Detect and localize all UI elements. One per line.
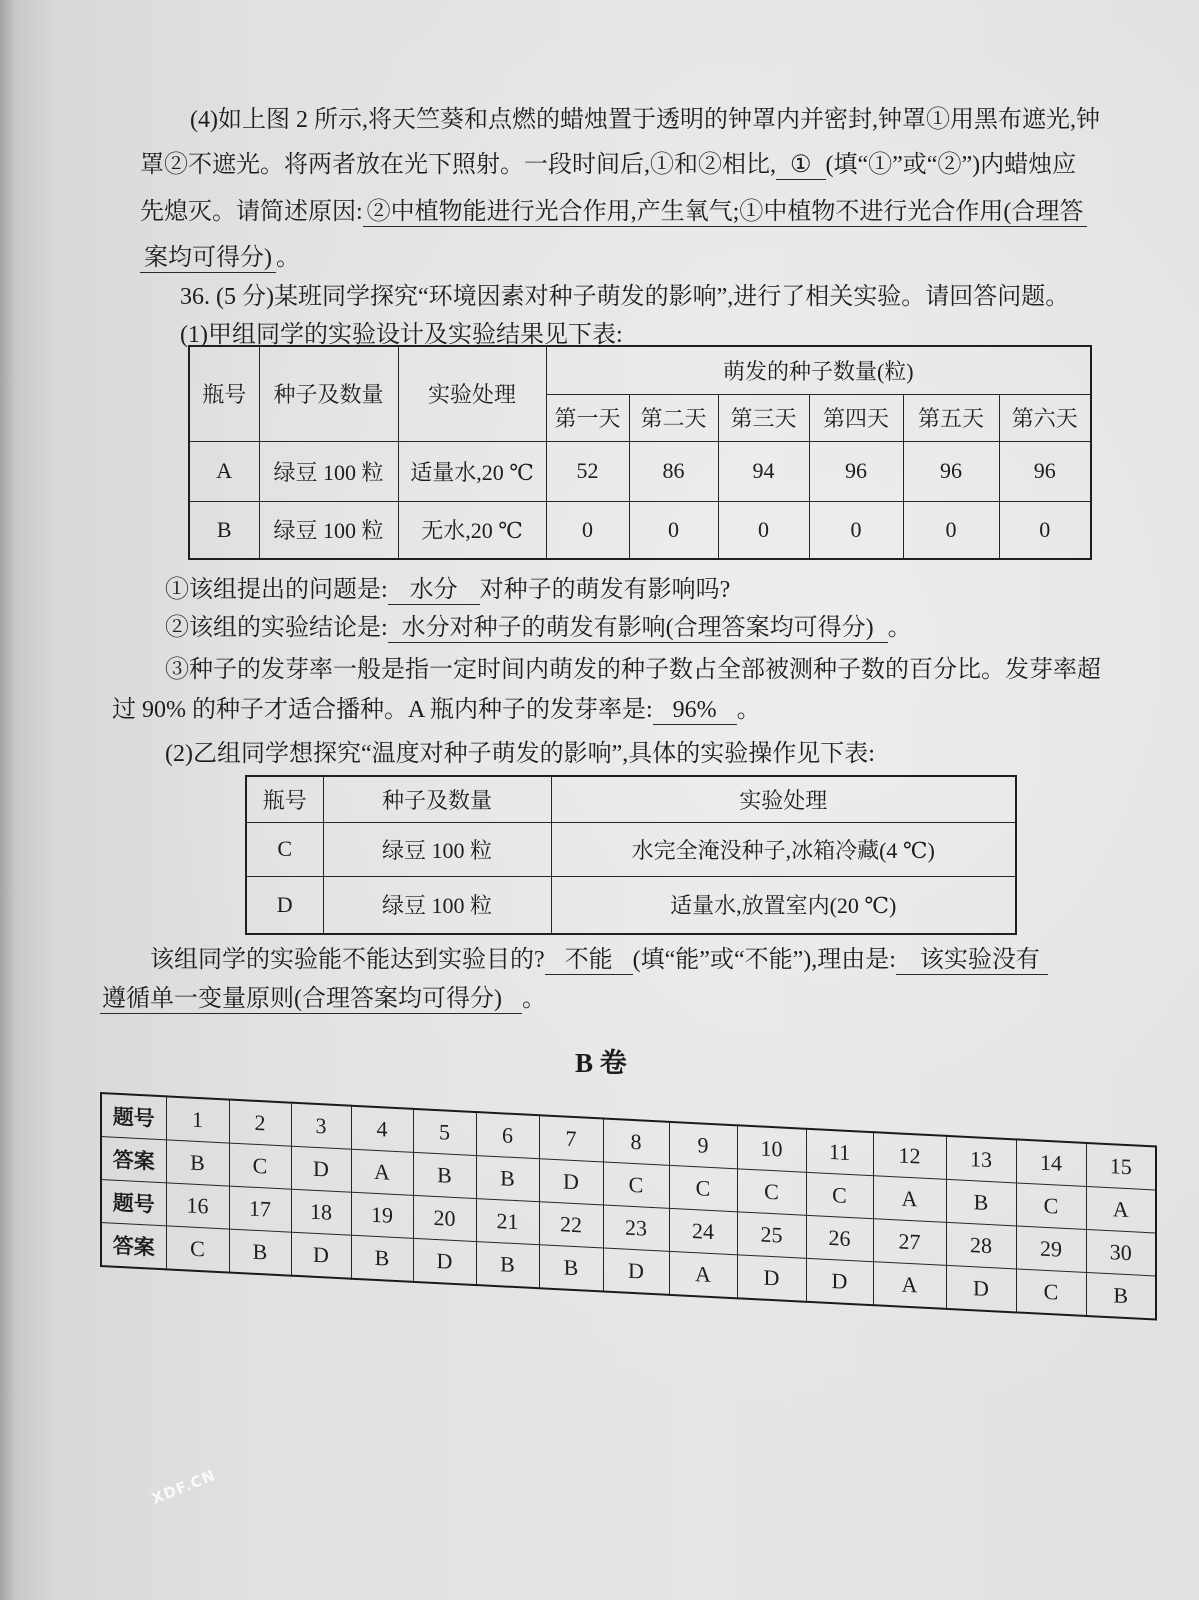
question-number: 11 <box>806 1129 873 1176</box>
question-number: 27 <box>873 1219 946 1266</box>
row-label: 题号 <box>101 1093 166 1140</box>
question-number: 17 <box>229 1186 291 1232</box>
q36-sub3-line1 <box>165 654 1101 686</box>
q36-sub2-text: ②该组的实验结论是: <box>165 615 388 641</box>
q36-part2-after: 。 <box>521 986 546 1012</box>
answer-cell: D <box>603 1248 669 1295</box>
q36-part2-reason-answer: 该实验没有 <box>896 947 1048 975</box>
row-label: 答案 <box>101 1137 166 1183</box>
answer-cell: C <box>603 1162 669 1208</box>
answer-cell: D <box>737 1255 806 1302</box>
header-bottle-number: 瓶号 <box>246 776 323 822</box>
row-label: 题号 <box>101 1180 166 1226</box>
cell-seeds: 绿豆 100 粒 <box>259 501 398 559</box>
q36-sub3-text: ③种子的发芽率一般是指一定时间内萌发的种子数占全部被测种子数的百分比。发芽率超 <box>165 657 1101 683</box>
question-number: 5 <box>413 1109 476 1156</box>
question-number: 20 <box>413 1195 476 1241</box>
cell-count: 96 <box>999 441 1091 501</box>
q36-sub3-line2 <box>112 694 761 726</box>
section-b-answer-table <box>100 1092 1157 1321</box>
q35-part4-line4 <box>140 242 300 274</box>
answer-cell: B <box>476 1242 539 1289</box>
q36-part2-answer: 不能 <box>545 947 633 975</box>
answer-cell: A <box>1086 1186 1156 1233</box>
cell-count: 0 <box>546 501 629 559</box>
question-number: 13 <box>946 1136 1016 1183</box>
q36-sub2-answer: 水分对种子的萌发有影响(合理答案均可得分) <box>388 615 888 643</box>
table-row <box>189 501 1091 559</box>
answer-cell: D <box>946 1265 1016 1312</box>
question-number: 30 <box>1086 1229 1156 1276</box>
question-number: 26 <box>806 1215 873 1261</box>
header-day: 第一天 <box>546 394 629 441</box>
table2-header-row <box>246 776 1016 822</box>
answer-cell: D <box>806 1258 873 1305</box>
q35-part4-line3 <box>140 196 1087 228</box>
q35-part4-reason-answer-cont: 案均可得分) <box>140 245 276 273</box>
table-row <box>189 441 1091 501</box>
answer-cell: B <box>946 1179 1016 1226</box>
answer-cell: B <box>351 1235 413 1282</box>
q35-part4-line2 <box>140 149 1076 181</box>
question-number: 23 <box>603 1205 669 1251</box>
cell-count: 0 <box>809 501 903 559</box>
q35-part4-text: 。 <box>276 245 300 271</box>
question-number: 12 <box>873 1132 946 1179</box>
question-number: 10 <box>737 1125 806 1172</box>
q35-part4-text: (4)如上图 2 所示,将天竺葵和点燃的蜡烛置于透明的钟罩内并密封,钟罩①用黑布遮光,钟 <box>190 107 1100 133</box>
header-seeds: 种子及数量 <box>259 346 398 441</box>
answer-cell: C <box>806 1172 873 1218</box>
cell-bottle: C <box>246 822 323 876</box>
cell-count: 0 <box>903 501 999 559</box>
answer-cell: C <box>166 1226 229 1273</box>
answer-cell: B <box>166 1140 229 1186</box>
question-number: 2 <box>229 1100 291 1147</box>
cell-treatment: 无水,20 ℃ <box>398 501 546 559</box>
question-number: 18 <box>291 1189 351 1235</box>
q36-part2-question <box>150 944 1048 976</box>
q36-sub2 <box>165 612 912 644</box>
q36-part2-intro <box>165 738 875 770</box>
question-number: 9 <box>669 1122 737 1169</box>
question-number: 22 <box>539 1202 603 1248</box>
q35-part4-reason-answer: ②中植物能进行光合作用,产生氧气;①中植物不进行光合作用(合理答 <box>363 199 1088 227</box>
answer-cell: A <box>873 1262 946 1309</box>
question-number: 25 <box>737 1212 806 1258</box>
q36-title <box>180 281 1069 313</box>
q35-part4-answer-blank: ① <box>776 152 826 180</box>
answer-cell: C <box>1016 1183 1086 1230</box>
q36-title-text: 36. (5 分)某班同学探究“环境因素对种子萌发的影响”,进行了相关实验。请回答问题。 <box>180 284 1070 310</box>
header-day: 第二天 <box>629 394 718 441</box>
q35-part4-line1 <box>190 104 1100 136</box>
question-number: 28 <box>946 1222 1016 1269</box>
temperature-experiment-table <box>245 775 1017 935</box>
answer-cell: B <box>1086 1272 1156 1319</box>
cell-count: 96 <box>903 441 999 501</box>
cell-count: 0 <box>718 501 809 559</box>
answer-cell: C <box>737 1169 806 1215</box>
answer-cell: C <box>669 1165 737 1211</box>
q36-sub1-answer: 水分 <box>388 577 480 605</box>
q35-part4-text: 先熄灭。请简述原因: <box>140 199 363 225</box>
answer-cell: D <box>413 1238 476 1285</box>
cell-treatment: 适量水,放置室内(20 ℃) <box>551 876 1016 934</box>
question-number: 16 <box>166 1183 229 1229</box>
question-number: 4 <box>351 1106 413 1153</box>
q36-sub2-after: 。 <box>887 615 912 641</box>
q36-sub3-answer: 96% <box>653 697 737 725</box>
answer-cell: B <box>476 1156 539 1202</box>
cell-count: 94 <box>718 441 809 501</box>
q35-part4-text: (填“①”或“②”)内蜡烛应 <box>825 152 1077 178</box>
question-number: 24 <box>669 1208 737 1254</box>
header-treatment: 实验处理 <box>398 346 546 441</box>
question-number: 8 <box>603 1118 669 1165</box>
cell-bottle: D <box>246 876 323 934</box>
header-day: 第六天 <box>999 394 1091 441</box>
answer-cell: A <box>351 1149 413 1195</box>
question-number: 29 <box>1016 1226 1086 1273</box>
question-number: 14 <box>1016 1139 1086 1186</box>
cell-bottle: A <box>189 441 259 501</box>
q36-part2-reason-answer-cont: 遵循单一变量原则(合理答案均可得分) <box>100 986 522 1014</box>
answer-cell: B <box>229 1229 291 1276</box>
answer-cell: C <box>229 1143 291 1189</box>
answer-cell: A <box>873 1176 946 1223</box>
cell-seeds: 绿豆 100 粒 <box>323 822 551 876</box>
cell-seeds: 绿豆 100 粒 <box>259 441 398 501</box>
header-day: 第五天 <box>903 394 999 441</box>
answer-cell: D <box>291 1232 351 1279</box>
answer-cell: B <box>539 1245 603 1292</box>
cell-bottle: B <box>189 501 259 559</box>
answer-cell: A <box>669 1251 737 1298</box>
header-bottle-number: 瓶号 <box>189 346 259 441</box>
cell-count: 0 <box>629 501 718 559</box>
q36-part2-question-text: 该组同学的实验能不能达到实验目的? <box>150 947 545 973</box>
answer-cell: D <box>291 1146 351 1192</box>
header-day: 第三天 <box>718 394 809 441</box>
q36-sub1-text: ①该组提出的问题是: <box>165 577 388 603</box>
section-b-title: B 卷 <box>575 1048 627 1078</box>
cell-count: 86 <box>629 441 718 501</box>
q35-part4-text: 罩②不遮光。将两者放在光下照射。一段时间后,①和②相比, <box>140 152 776 178</box>
question-number: 15 <box>1086 1143 1156 1190</box>
answer-cell: D <box>539 1159 603 1205</box>
question-number: 21 <box>476 1199 539 1245</box>
q36-sub1 <box>165 574 730 606</box>
question-number: 19 <box>351 1192 413 1238</box>
answer-cell: B <box>413 1152 476 1198</box>
question-number: 3 <box>291 1103 351 1150</box>
question-number: 7 <box>539 1115 603 1162</box>
table1-header-row <box>189 346 1091 394</box>
cell-seeds: 绿豆 100 粒 <box>323 876 551 934</box>
q36-part1-intro-text: (1)甲组同学的实验设计及实验结果见下表: <box>180 322 623 348</box>
germination-results-table <box>188 345 1092 560</box>
cell-treatment: 水完全淹没种子,冰箱冷藏(4 ℃) <box>551 822 1016 876</box>
table-row <box>246 822 1016 876</box>
header-germinated-count: 萌发的种子数量(粒) <box>546 346 1091 394</box>
q36-sub1-after: 对种子的萌发有影响吗? <box>479 577 731 603</box>
table-row <box>246 876 1016 934</box>
cell-count: 96 <box>809 441 903 501</box>
header-day: 第四天 <box>809 394 903 441</box>
cell-treatment: 适量水,20 ℃ <box>398 441 546 501</box>
answer-cell: C <box>1016 1269 1086 1316</box>
row-label: 答案 <box>101 1223 166 1270</box>
question-number: 6 <box>476 1112 539 1159</box>
q36-part2-middle: (填“能”或“不能”),理由是: <box>632 947 896 973</box>
q36-part2-reason-line2 <box>100 983 546 1015</box>
q36-sub3-text: 过 90% 的种子才适合播种。A 瓶内种子的发芽率是: <box>112 697 653 723</box>
header-treatment: 实验处理 <box>551 776 1016 822</box>
watermark: XDF.CN <box>149 1466 219 1508</box>
cell-count: 0 <box>999 501 1091 559</box>
q36-sub3-after: 。 <box>736 697 761 723</box>
header-seeds: 种子及数量 <box>323 776 551 822</box>
q36-part2-intro-text: (2)乙组同学想探究“温度对种子萌发的影响”,具体的实验操作见下表: <box>165 741 875 767</box>
question-number: 1 <box>166 1096 229 1143</box>
cell-count: 52 <box>546 441 629 501</box>
